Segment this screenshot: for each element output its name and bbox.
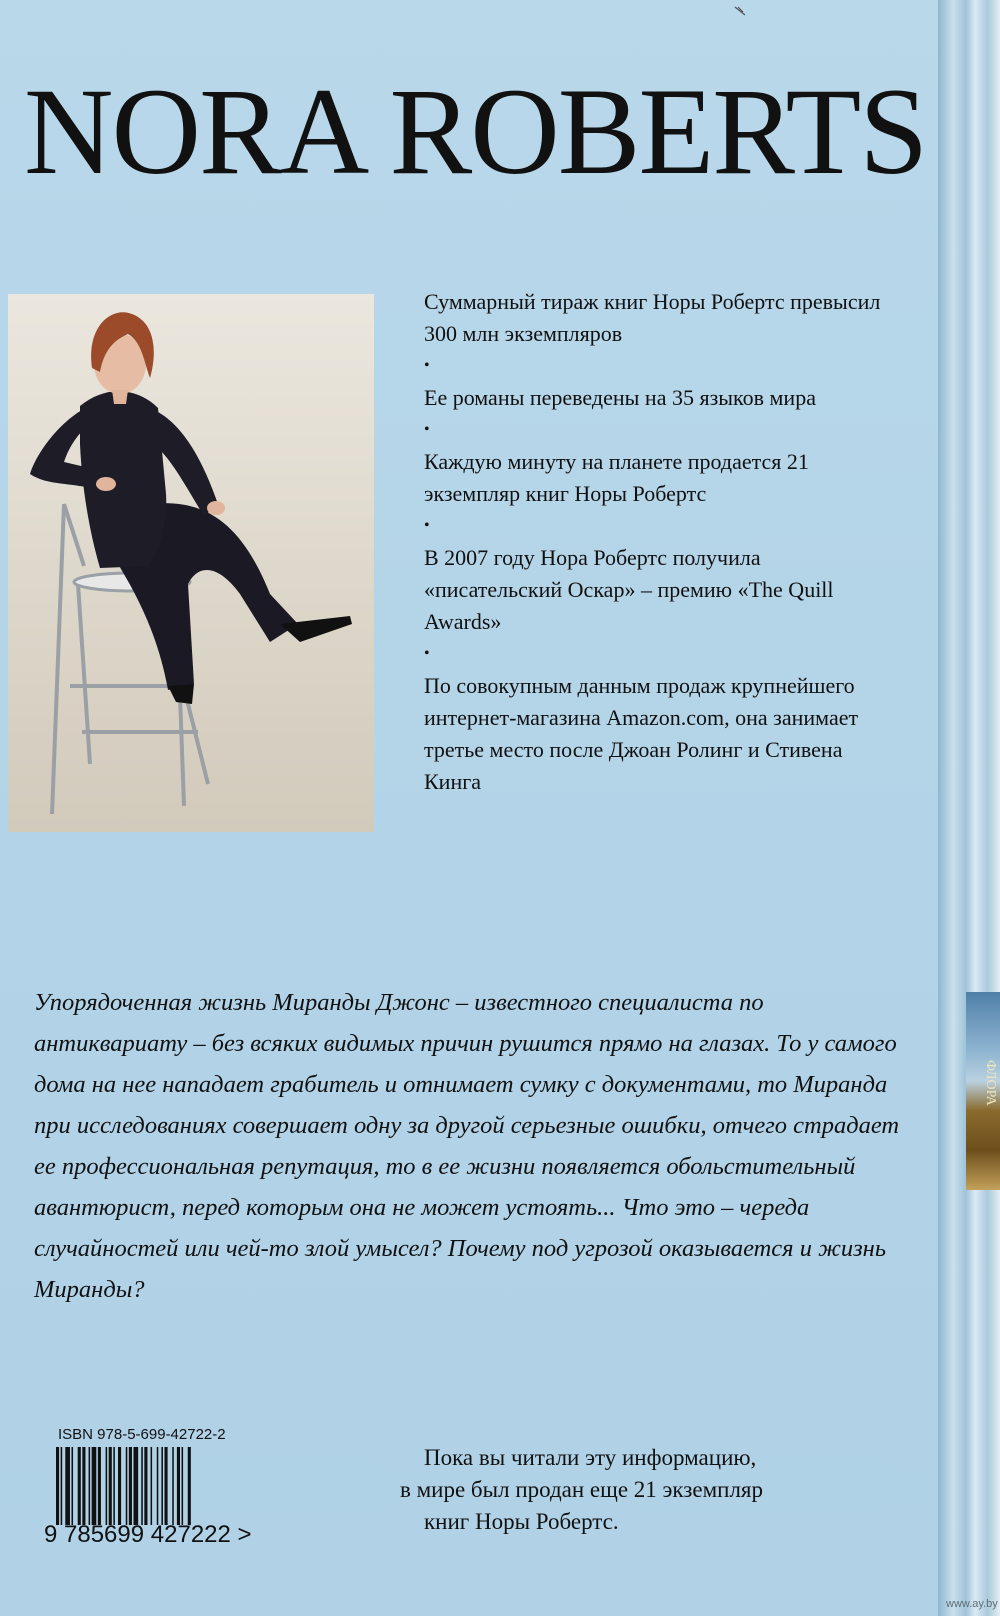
barcode-bar — [172, 1447, 174, 1525]
barcode-bar — [177, 1447, 180, 1525]
barcode-bar — [92, 1447, 97, 1525]
book-spine — [938, 0, 1000, 1616]
barcode-bar — [165, 1447, 168, 1525]
barcode-bar — [182, 1447, 184, 1525]
isbn-number: ISBN 978-5-699-42722-2 — [58, 1426, 226, 1443]
barcode-bar — [78, 1447, 81, 1525]
fact-item: В 2007 году Нора Робертс получила «писательский Оскар» – премию «The Quill Awards» — [424, 545, 834, 634]
fact-item: По совокупным данным продаж крупнейшего интернет-магазина Amazon.com, она занимает третье место после Джоан Ролинг и Стивена Кинга — [424, 673, 859, 794]
barcode-bar — [144, 1447, 147, 1525]
fact-item: Ее романы переведены на 35 языков мира — [424, 385, 816, 410]
barcode-bar — [82, 1447, 85, 1525]
closing-line: Пока вы читали эту информацию, — [424, 1445, 757, 1470]
barcode — [56, 1447, 266, 1525]
barcode-bar — [113, 1447, 115, 1525]
author-name: NORA ROBERTS — [24, 63, 927, 200]
book-blurb: Упорядоченная жизнь Миранды Джонс – известного специалиста по антиквариату – без всяких видимых причин рушится прямо на глазах. То у самого дома на нее нападает грабитель и отнимает сумку с документами, то Миранда при исследованиях совершает одну за другой серьезные ошибки, отчего страдает ее профессиональная репутация, то в ее жизни появляется обольстительный авантюрист, перед которым она не может устоять... Что это – череда случайностей или чей-то злой умысел? Почему под угрозой оказывается и жизнь Миранды? — [34, 989, 900, 1303]
barcode-bar — [61, 1447, 63, 1525]
fact-item: Суммарный тираж книг Норы Робертс превысил 300 млн экземпляров — [424, 289, 881, 346]
barcode-digits: 9 785699 427222 > — [44, 1521, 252, 1548]
bullet-separator: • — [424, 421, 430, 438]
barcode-bar — [56, 1447, 59, 1525]
barcode-bar — [134, 1447, 139, 1525]
closing-line: в мире был продан еще 21 экземпляр — [400, 1477, 764, 1502]
author-photo — [8, 294, 374, 832]
spine-label: ФЛОРА — [983, 1060, 998, 1106]
fact-item: Каждую минуту на планете продается 21 экземпляр книг Норы Робертс — [424, 449, 809, 506]
barcode-bar — [98, 1447, 101, 1525]
barcode-bar — [129, 1447, 132, 1525]
barcode-bar — [141, 1447, 143, 1525]
bullet-separator: • — [424, 357, 430, 374]
barcode-bar — [188, 1447, 191, 1525]
closing-note — [400, 1442, 894, 1538]
barcode-bar — [65, 1447, 70, 1525]
bullet-separator: • — [424, 517, 430, 534]
barcode-bar — [109, 1447, 112, 1525]
watermark: www.ay.by — [946, 1598, 998, 1610]
barcode-bar — [106, 1447, 108, 1525]
bullet-separator: • — [424, 645, 430, 662]
barcode-bar — [72, 1447, 74, 1525]
barcode-bar — [118, 1447, 121, 1525]
barcode-bar — [151, 1447, 153, 1525]
pen-mark-icon — [734, 6, 746, 16]
barcode-bar — [126, 1447, 128, 1525]
barcode-bar — [157, 1447, 159, 1525]
closing-line: книг Норы Робертс. — [424, 1509, 619, 1534]
barcode-bar — [161, 1447, 163, 1525]
facts-list — [424, 286, 894, 798]
barcode-bar — [89, 1447, 91, 1525]
